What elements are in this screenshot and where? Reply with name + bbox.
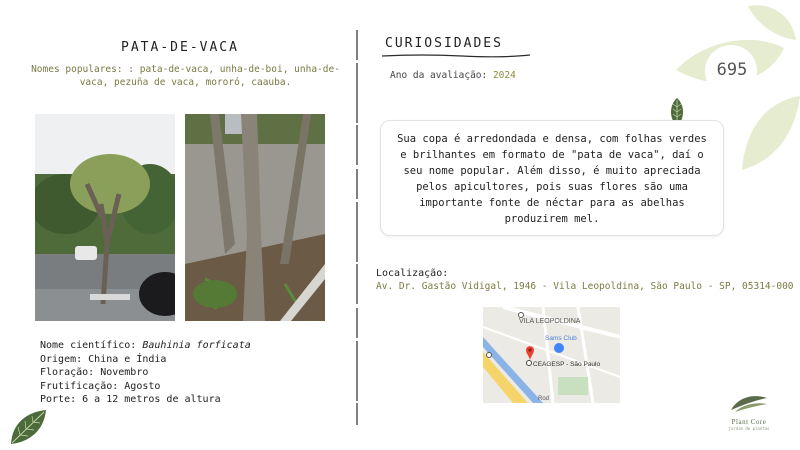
location-map[interactable] xyxy=(483,307,620,403)
origin: Origem: China e Índia xyxy=(40,353,167,365)
year-label: Ano da avaliação: xyxy=(390,70,493,81)
map-district-label: VILA LEOPOLDINA xyxy=(519,318,581,325)
location-label: Localização: xyxy=(376,268,449,279)
column-divider xyxy=(356,30,358,425)
curiosities-text: Sua copa é arredondada e densa, com folhas verdes e brilhantes em formato de "pata de vaca", daí o seu nome popular. Além disso, é muito apreciada pelos apicultores, pois suas flores são uma importante fonte de néctar para as abelhas produzirem mel. xyxy=(397,133,707,225)
logo-tagline: jardim de plantas xyxy=(728,426,770,431)
fruiting: Frutificação: Agosto xyxy=(40,380,161,392)
tree-size: Porte: 6 a 12 metros de altura xyxy=(40,394,221,405)
plant-details xyxy=(40,339,251,407)
year-value: 2024 xyxy=(492,70,516,81)
scientific-name-label: Nome científico: xyxy=(40,340,143,351)
logo-name: Plant Core xyxy=(731,418,767,426)
tree-photo-full xyxy=(35,114,175,321)
scientific-name: Bauhinia forficata xyxy=(142,340,251,351)
plant-title: PATA-DE-VACA xyxy=(121,40,239,55)
evaluation-year xyxy=(390,70,516,81)
map-place-label: CEAGESP - São Paulo xyxy=(533,361,601,368)
evaluation-number-badge: 695 xyxy=(716,60,748,80)
logo-leaf-icon xyxy=(729,392,769,414)
map-store-label: Sams Club xyxy=(545,335,577,342)
popular-names: Nomes populares: : pata-de-vaca, unha-de-boi, unha-de-vaca, pezuña de vaca, mororó, caauba. xyxy=(31,64,340,88)
scientific-name-row xyxy=(40,339,251,353)
curiosities-title: CURIOSIDADES xyxy=(385,36,503,51)
map-road-label: Rod xyxy=(538,396,550,402)
tree-trunk-photo xyxy=(185,114,325,321)
leaf-icon xyxy=(8,408,48,446)
title-underline xyxy=(382,52,530,60)
location-address: Av. Dr. Gastão Vidigal, 1946 - Vila Leopoldina, São Paulo - SP, 05314-000 xyxy=(376,281,794,292)
plant-core-logo xyxy=(716,392,782,442)
curiosities-card xyxy=(380,120,724,236)
flowering: Floração: Novembro xyxy=(40,367,149,378)
